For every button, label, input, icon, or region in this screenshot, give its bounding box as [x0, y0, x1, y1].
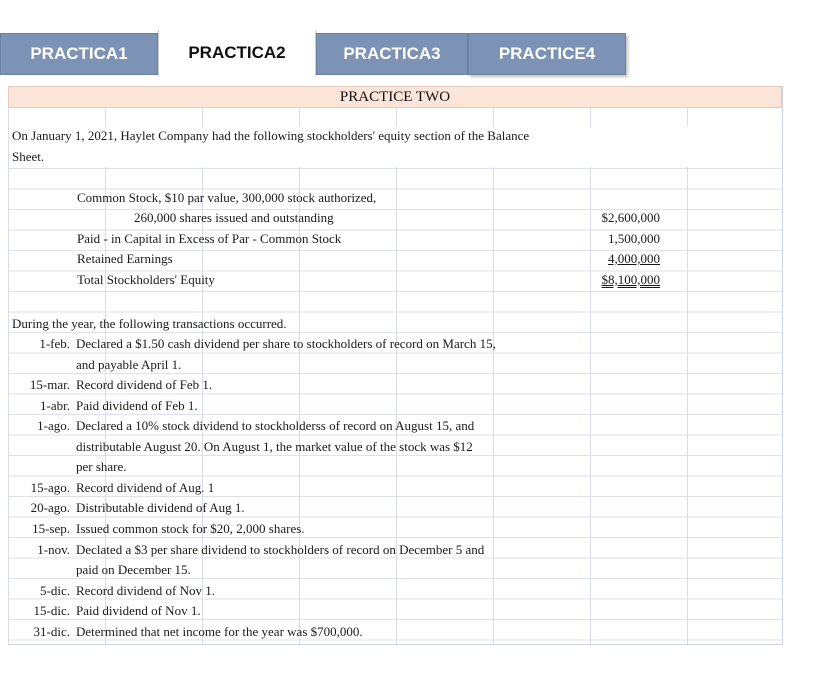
transaction-date: 15-mar.	[29, 377, 70, 392]
transaction-date: 15-sep.	[32, 521, 70, 536]
transaction-text: Determined that net income for the year was $700,000.	[76, 624, 363, 639]
total-equity-label: Total Stockholders' Equity	[77, 272, 215, 287]
tab-practica3[interactable]: PRACTICA3	[316, 33, 468, 75]
transaction-date: 1-ago.	[37, 418, 70, 433]
transaction-text: per share.	[76, 459, 127, 474]
paid-in-capital-label: Paid - in Capital in Excess of Par - Common Stock	[77, 231, 342, 246]
transaction-date: 1-abr.	[40, 398, 70, 413]
transaction-text: Record dividend of Feb 1.	[76, 377, 213, 392]
transaction-date: 1-feb.	[39, 336, 70, 351]
tab-practice4[interactable]: PRACTICE4	[468, 33, 626, 75]
transaction-date: 31-dic.	[33, 624, 70, 639]
tab-practica2[interactable]: PRACTICA2	[158, 30, 316, 76]
transaction-text: Paid dividend of Nov 1.	[76, 603, 201, 618]
transaction-date: 1-nov.	[37, 542, 70, 557]
transaction-date: 15-dic.	[33, 603, 70, 618]
intro-line-2: Sheet.	[12, 149, 45, 164]
transaction-text: and payable April 1.	[76, 357, 182, 372]
transactions-intro: During the year, the following transactions occurred.	[12, 316, 287, 331]
common-stock-line-2: 260,000 shares issued and outstanding	[134, 210, 334, 225]
retained-earnings-value: 4,000,000	[608, 251, 660, 266]
paid-in-capital-value: 1,500,000	[608, 231, 660, 246]
sheet-tab-bar	[0, 30, 828, 76]
intro-line-1: On January 1, 2021, Haylet Company had the following stockholders' equity section of the Balance	[12, 128, 530, 143]
common-stock-value: $2,600,000	[601, 210, 660, 225]
transaction-date: 5-dic.	[40, 583, 70, 598]
transaction-text: Declared a 10% stock dividend to stockholderss of record on August 15, and	[76, 418, 475, 433]
transaction-date: 15-ago.	[30, 480, 70, 495]
transaction-text: Declated a $3 per share dividend to stockholders of record on December 5 and	[76, 542, 485, 557]
transaction-text: Paid dividend of Feb 1.	[76, 398, 198, 413]
transaction-text: paid on December 15.	[76, 562, 191, 577]
retained-earnings-label: Retained Earnings	[77, 251, 173, 266]
transaction-text: Record dividend of Aug. 1	[76, 480, 215, 495]
common-stock-line-1: Common Stock, $10 par value, 300,000 stock authorized,	[77, 190, 377, 205]
transaction-text: Record dividend of Nov 1.	[76, 583, 216, 598]
tab-practica1[interactable]: PRACTICA1	[0, 33, 158, 75]
transaction-text: Declared a $1.50 cash dividend per share to stockholders of record on March 15,	[76, 336, 496, 351]
transaction-text: Distributable dividend of Aug 1.	[76, 500, 245, 515]
transaction-text: distributable August 20. On August 1, the market value of the stock was $12	[76, 439, 473, 454]
transaction-date: 20-ago.	[30, 500, 70, 515]
sheet-title: PRACTICE TWO	[8, 86, 782, 108]
total-equity-value: $8,100,000	[601, 272, 660, 287]
transaction-text: Issued common stock for $20, 2,000 shares.	[76, 521, 305, 536]
